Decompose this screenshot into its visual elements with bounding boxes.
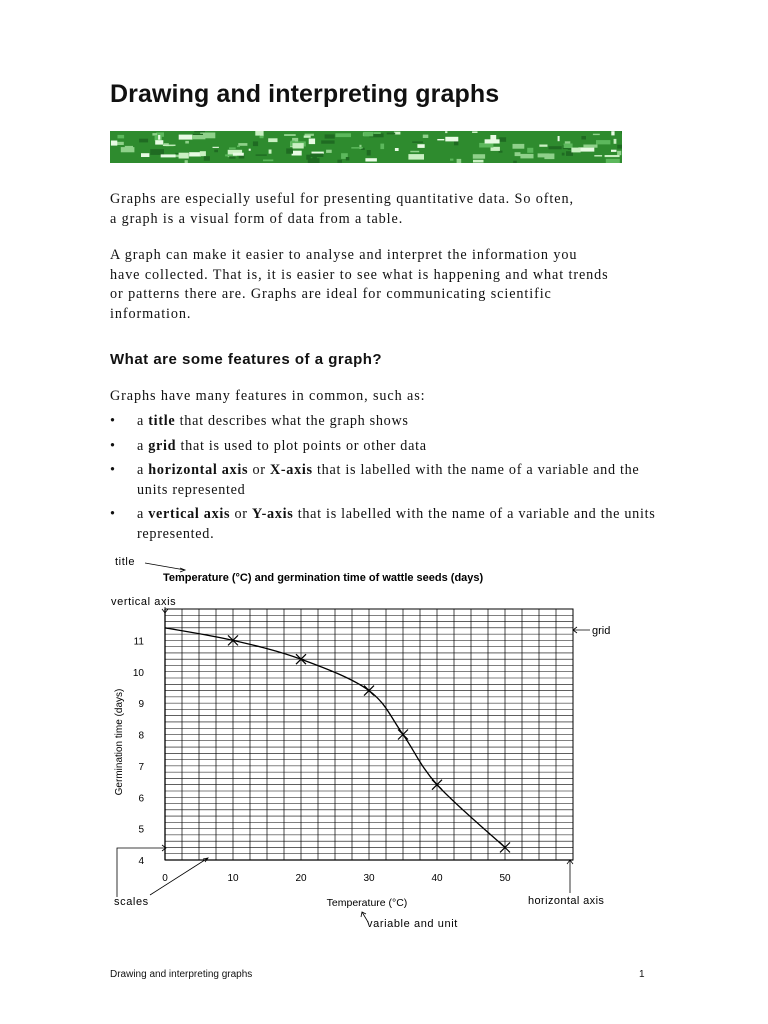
list-item: • a title that describes what the graph shows — [110, 413, 409, 429]
y-tick-label: 8 — [138, 730, 144, 742]
feature-list — [110, 412, 670, 549]
paragraph-line: A graph can make it easier to analyse and interpret the information you — [110, 247, 578, 263]
x-tick-label: 10 — [227, 873, 239, 884]
y-tick-label: 10 — [132, 667, 144, 679]
annotation-grid: grid — [592, 625, 611, 637]
y-tick-label: 7 — [138, 761, 144, 773]
paragraph-line: have collected. That is, it is easier to see what is happening and what trends — [110, 266, 609, 283]
list-item: • a vertical axis or Y-axis that is labelled with the name of a variable and the units represented. — [110, 506, 656, 542]
x-tick-label: 20 — [295, 873, 307, 884]
y-tick-label: 5 — [138, 824, 144, 836]
annotation-title: title — [115, 556, 136, 568]
annotation-horizontal-axis: horizontal axis — [528, 895, 605, 907]
decorative-banner — [110, 131, 622, 163]
y-axis-label: Germination time (days) — [114, 688, 125, 796]
x-tick-label: 40 — [431, 873, 443, 884]
annotation-variable-unit: variable and unit — [367, 918, 458, 930]
x-tick-label: 30 — [363, 873, 375, 884]
list-item: • a grid that is used to plot points or other data — [110, 437, 427, 454]
paragraph-line: or patterns there are. Graphs are ideal for communicating scientific — [110, 286, 552, 302]
y-tick-label: 11 — [133, 636, 144, 648]
chart-grid — [165, 609, 573, 860]
intro-paragraph — [110, 190, 574, 229]
germination-chart — [0, 545, 768, 945]
paragraph-line: Graphs are especially useful for presenting quantitative data. So often, — [110, 191, 574, 207]
section-heading: What are some features of a graph? — [110, 351, 383, 368]
chart-title: Temperature (°C) and germination time of wattle seeds (days) — [163, 572, 484, 584]
annotation-scales: scales — [114, 896, 149, 908]
list-item: • a horizontal axis or X-axis that is labelled with the name of a variable and the units represented — [110, 462, 640, 498]
page-number: 1 — [639, 969, 645, 980]
graph-benefits-paragraph — [110, 246, 609, 324]
y-tick-label: 6 — [138, 793, 144, 805]
y-tick-label: 4 — [138, 856, 144, 867]
paragraph-line: a graph is a visual form of data from a table. — [110, 210, 404, 227]
x-tick-label: 50 — [499, 873, 511, 884]
features-intro: Graphs have many features in common, such as: — [110, 388, 426, 404]
page-title: Drawing and interpreting graphs — [110, 80, 500, 108]
x-tick-label: 0 — [162, 873, 168, 884]
footer-title: Drawing and interpreting graphs — [110, 969, 253, 980]
annotation-vertical-axis: vertical axis — [111, 596, 177, 608]
paragraph-line: information. — [110, 305, 192, 322]
y-tick-label: 9 — [138, 699, 144, 711]
x-axis-label: Temperature (°C) — [326, 897, 408, 909]
annotation-arrows — [117, 563, 590, 922]
